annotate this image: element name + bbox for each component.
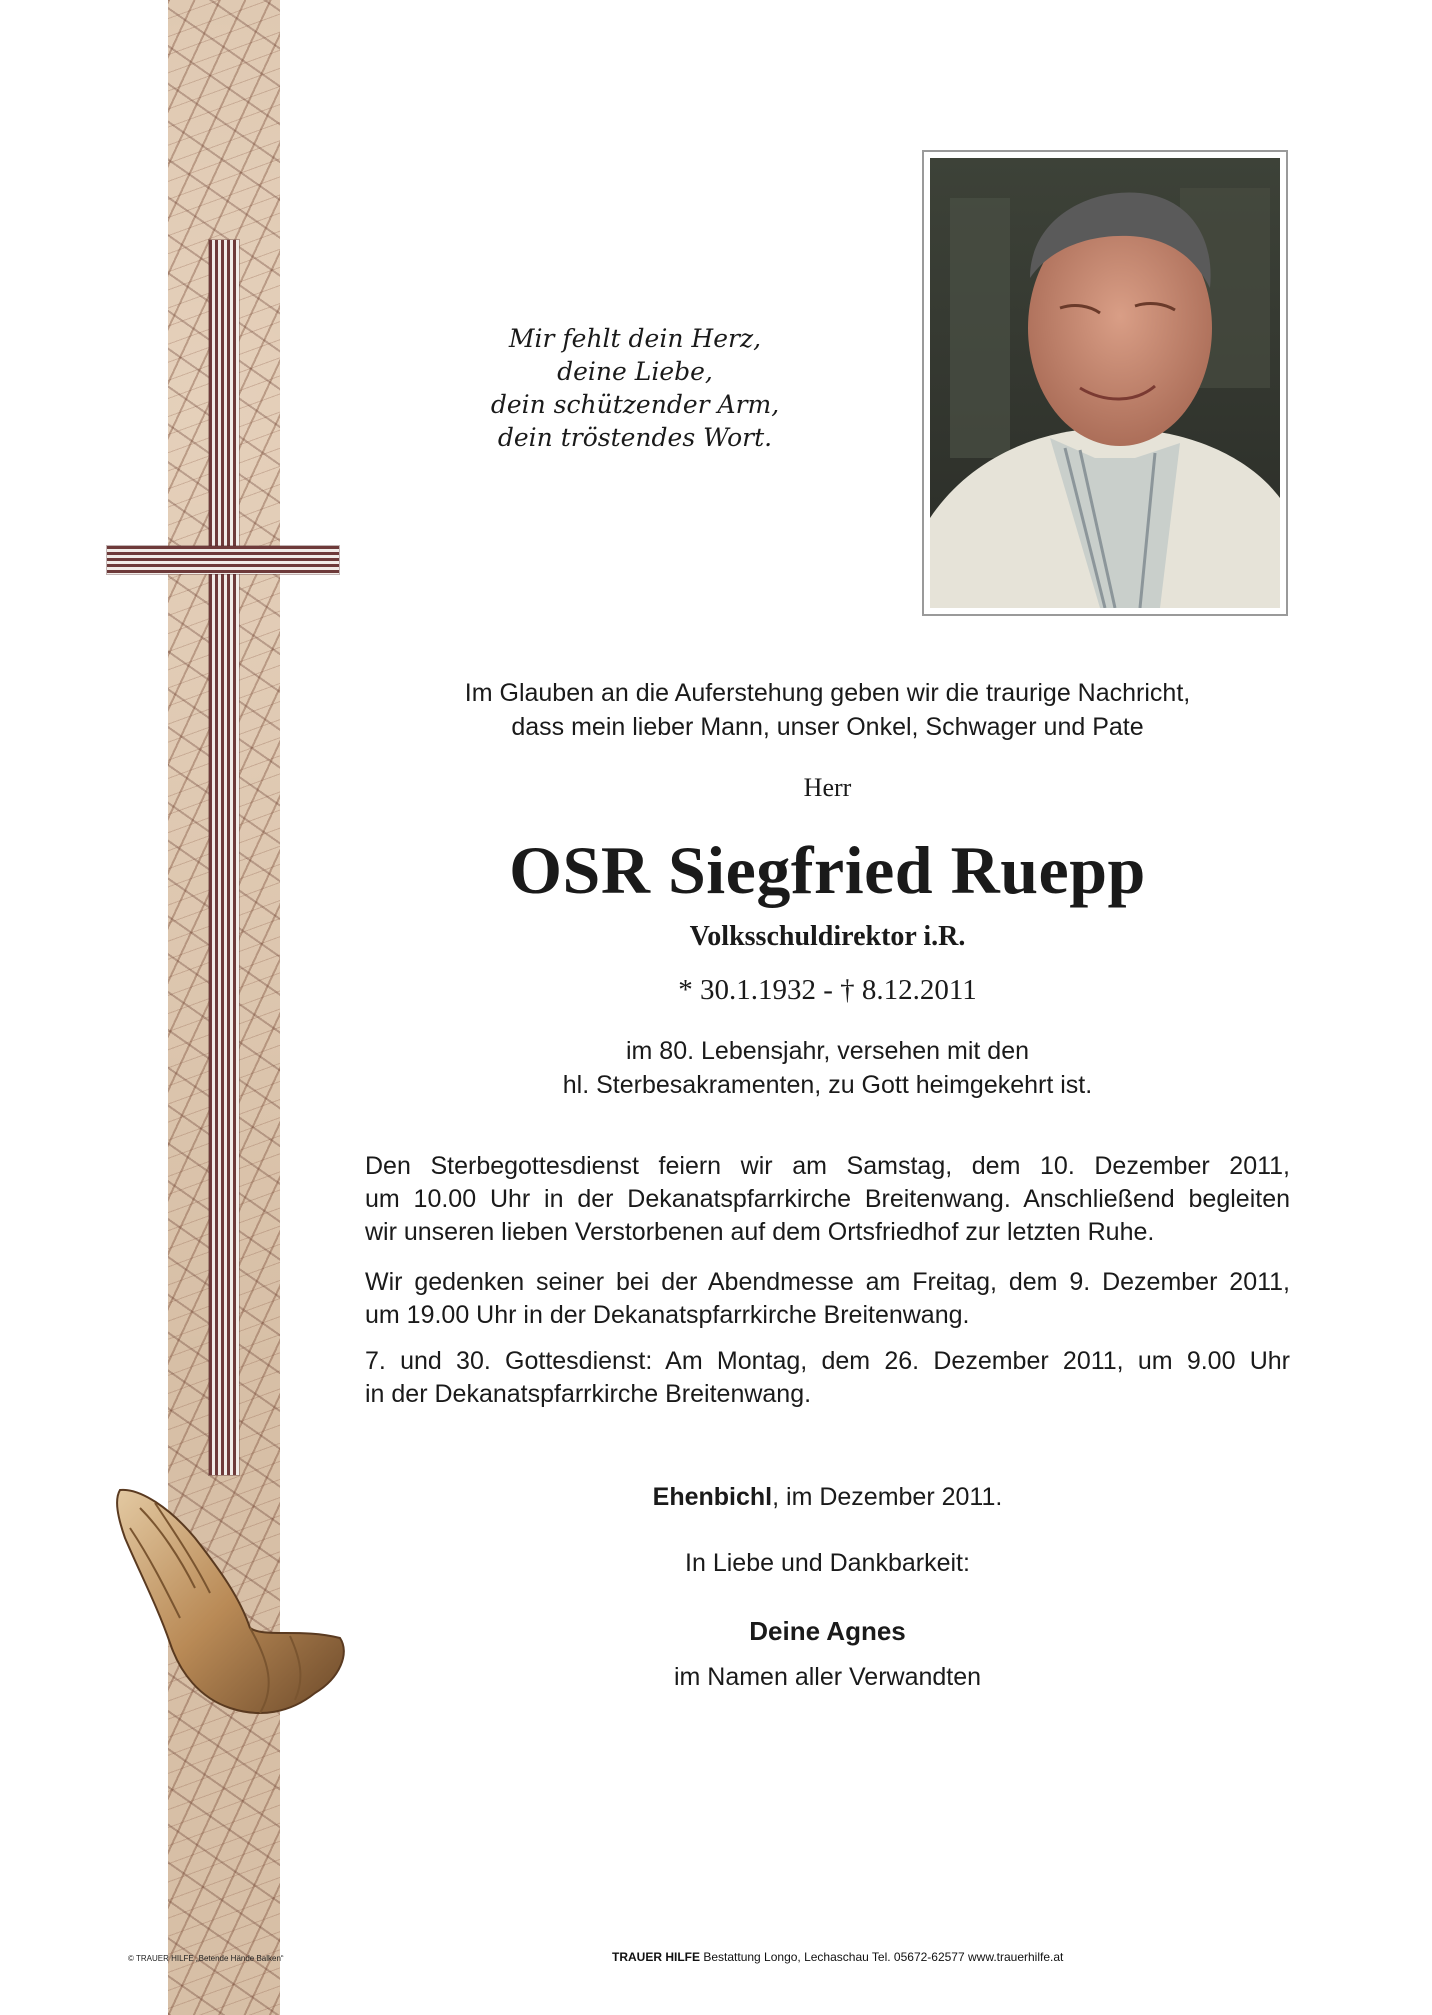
poem-line: dein tröstendes Wort.	[497, 423, 773, 452]
poem-line: dein schützender Arm,	[490, 390, 780, 419]
paragraph-line: wir unseren lieben Verstorbenen auf dem Ortsfriedhof zur letzten Ruhe.	[365, 1218, 1155, 1246]
deceased-name: OSR Siegfried Ruepp	[509, 832, 1146, 908]
paragraph-line: in der Dekanatspfarrkirche Breitenwang.	[365, 1380, 812, 1408]
intro-text	[365, 676, 1290, 744]
paragraph-line: um 10.00 Uhr in der Dekanatspfarrkirche Breitenwang. Anschließend begleiten	[365, 1185, 1290, 1213]
age-line: im 80. Lebensjahr, versehen mit den	[625, 1037, 1029, 1065]
cross-horizontal-beam	[107, 546, 339, 574]
memorial-poem	[470, 322, 800, 454]
intro-line: dass mein lieber Mann, unser Onkel, Schwager und Pate	[511, 713, 1144, 741]
portrait-photo	[930, 158, 1280, 608]
age-text	[365, 1034, 1290, 1102]
portrait-photo-frame	[922, 150, 1288, 616]
place-name: Ehenbichl	[652, 1483, 773, 1511]
footer-details: Bestattung Longo, Lechaschau Tel. 05672-62577 www.trauerhilfe.at	[700, 1950, 1064, 1964]
life-dates: * 30.1.1932 - † 8.12.2011	[678, 974, 977, 1006]
salutation: Herr	[803, 773, 852, 802]
evening-mass-paragraph	[365, 1266, 1290, 1332]
deceased-title: Volksschuldirektor i.R.	[689, 921, 966, 952]
paragraph-line: Den Sterbegottesdienst feiern wir am Samstag, dem 10. Dezember 2011,	[365, 1152, 1290, 1180]
signer-name: Deine Agnes	[749, 1616, 906, 1646]
praying-hands-icon	[100, 1478, 360, 1738]
cross-vertical-beam	[209, 240, 239, 1475]
age-line: hl. Sterbesakramenten, zu Gott heimgekehrt ist.	[562, 1071, 1093, 1099]
place-date: , im Dezember 2011.	[772, 1483, 1003, 1511]
place-and-date	[365, 1480, 1290, 1514]
poem-line: deine Liebe,	[557, 357, 713, 386]
memorial-mass-paragraph	[365, 1345, 1290, 1411]
thanks-line: In Liebe und Dankbarkeit:	[685, 1549, 970, 1577]
paragraph-line: um 19.00 Uhr in der Dekanatspfarrkirche Breitenwang.	[365, 1301, 970, 1329]
intro-line: Im Glauben an die Auferstehung geben wir die traurige Nachricht,	[464, 679, 1191, 707]
footer-credits	[612, 1950, 1063, 1964]
paragraph-line: 7. und 30. Gottesdienst: Am Montag, dem 26. Dezember 2011, um 9.00 Uhr	[365, 1347, 1290, 1375]
poem-line: Mir fehlt dein Herz,	[508, 324, 762, 353]
funeral-service-paragraph	[365, 1150, 1290, 1249]
paragraph-line: Wir gedenken seiner bei der Abendmesse am Freitag, dem 9. Dezember 2011,	[365, 1268, 1290, 1296]
footer-brand: TRAUER HILFE	[612, 1950, 700, 1964]
signer-subtitle: im Namen aller Verwandten	[673, 1663, 982, 1691]
copyright-note: © TRAUER HILFE „Betende Hände Balken“	[128, 1954, 284, 1963]
